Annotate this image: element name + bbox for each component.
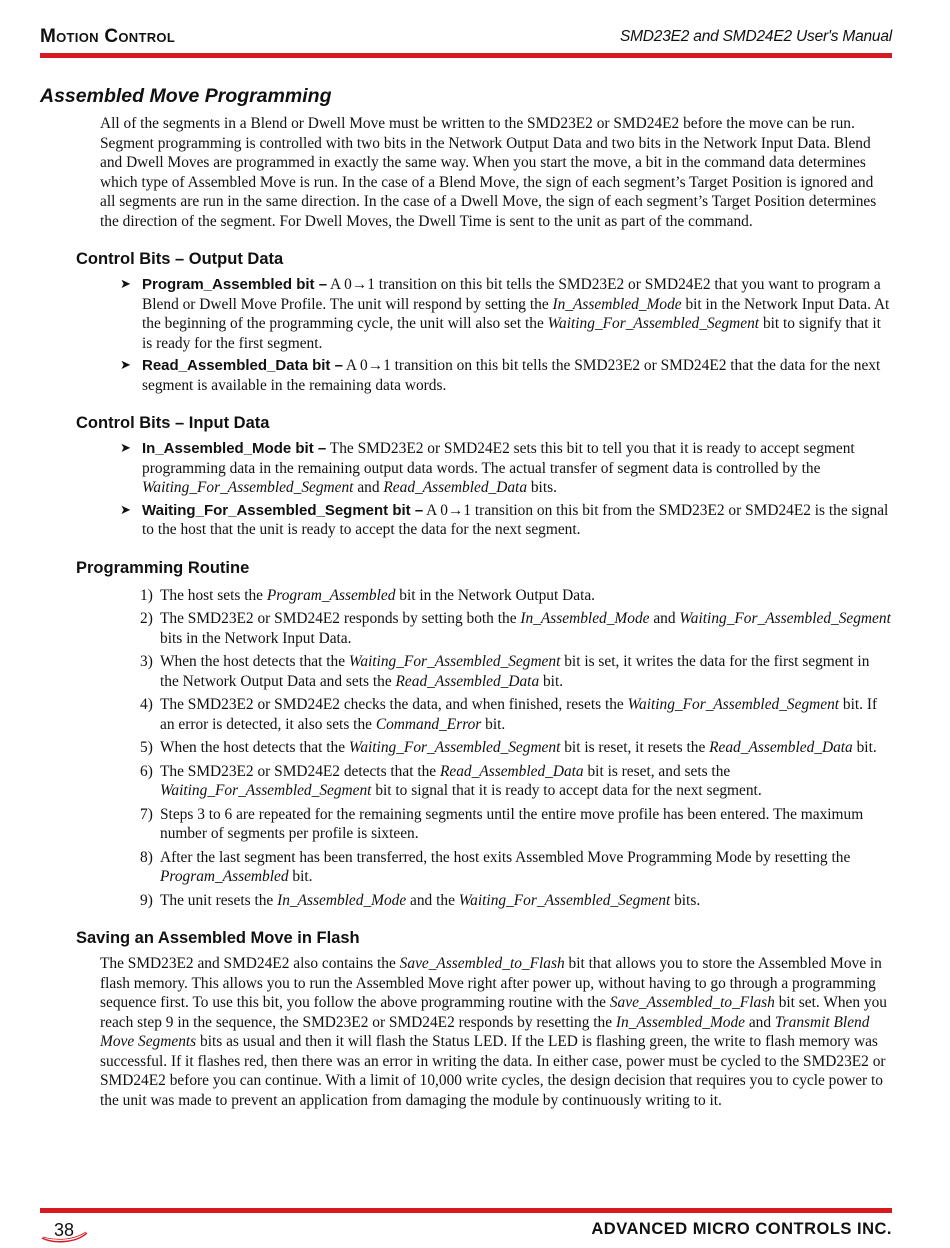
bit-name: Waiting_For_Assembled_Segment [679, 610, 891, 627]
output-bits-list [40, 275, 892, 395]
bit-name: Waiting_For_Assembled_Segment [160, 782, 372, 799]
para-text: The SMD23E2 and SMD24E2 also contains the [100, 955, 400, 972]
list-item [140, 762, 892, 801]
chapter-title: Motion Control [40, 26, 176, 47]
step-text: bit. [288, 868, 313, 885]
section-title: Assembled Move Programming [40, 85, 332, 107]
company-name: ADVANCED MICRO CONTROLS INC. [591, 1220, 892, 1238]
step-number: 6) [140, 762, 153, 780]
input-bits-list [40, 439, 892, 540]
bit-name: Command_Error [375, 715, 482, 733]
para-text: bit that allows you to store the Assembled Move in flash memory. This allows you to run the Assembled Move right after power up, without having to go through a programming sequence first. To use this bit, you follow the above programming routine with the [100, 955, 882, 1011]
list-item [120, 439, 892, 498]
step-text: bit in the Network Output Data. [395, 586, 596, 604]
output-bits-heading: Control Bits – Output Data [76, 250, 284, 268]
step-number: 1) [140, 586, 153, 604]
bit-name: In_Assembled_Mode [520, 610, 650, 627]
input-bits-heading: Control Bits – Input Data [76, 414, 270, 432]
page-number-text: 38 [53, 1220, 75, 1240]
step-text: When the host detects that the [160, 653, 349, 670]
arrow-bullet-icon: ➤ [120, 358, 131, 373]
bit-name: Waiting_For_Assembled_Segment [348, 739, 561, 756]
flash-paragraph [100, 954, 892, 1110]
step-number: 9) [140, 891, 153, 909]
step-number: 8) [140, 848, 153, 866]
bit-name: Waiting_For_Assembled_Segment [547, 315, 760, 332]
list-item [140, 695, 892, 734]
step-text: bits. [670, 891, 701, 909]
bit-name: Read_Assembled_Data [440, 762, 584, 780]
routine-heading: Programming Routine [76, 558, 250, 577]
bit-label: In_Assembled_Mode bit – [142, 440, 327, 457]
item-text: bit to signify that it is ready for the first segment. [142, 315, 881, 352]
step-number: 3) [140, 653, 153, 670]
routine-steps [40, 586, 892, 911]
bit-label: Program_Assembled bit – [142, 276, 328, 293]
step-text: and the [406, 891, 459, 909]
step-text: The unit resets the [160, 891, 278, 909]
arrow-bullet-icon: ➤ [120, 277, 131, 292]
bit-name: Program_Assembled [160, 868, 289, 885]
bit-label: Waiting_For_Assembled_Segment bit – [142, 501, 424, 519]
bit-name: Waiting_For_Assembled_Segment [458, 891, 671, 909]
step-text: bit is set, it writes the data for the first segment in the Network Output Data and sets the [160, 653, 870, 690]
intro-paragraph: All of the segments in a Blend or Dwell Move must be written to the SMD23E2 or SMD24E2 before the move can be run. Segment programming is controlled with two bits in the Network Output Data and two bits in the Network Input Data. Blend and Dwell Moves are programmed in exactly the same way. When you start the move, a bit in the command data determines which type of Assembled Move is run. In the case of a Blend Move, the sign of each segment’s Target Position is ignored and all segments are run in the same direction. In the case of a Dwell Move, the sign of each segment’s Target Position determines the direction of the segment. For Dwell Moves, the Dwell Time is sent to the unit as part of the command. [100, 115, 877, 230]
bit-name: Read_Assembled_Data [709, 739, 853, 756]
list-item [140, 609, 892, 648]
para-text: bit set. When you reach step 9 in the sequence, the SMD23E2 or SMD24E2 responds by resetting the [100, 994, 887, 1031]
step-text: After the last segment has been transferred, the host exits Assembled Move Programming Mode by resetting the [160, 848, 851, 866]
bit-name: Transmit Blend Move Segments [100, 1013, 870, 1050]
bit-name: Waiting_For_Assembled_Segment [627, 696, 840, 713]
bit-name: Waiting_For_Assembled_Segment [142, 479, 354, 496]
step-text: bit is reset, and sets the [583, 762, 731, 780]
bit-name: Read_Assembled_Data [383, 479, 528, 496]
step-number: 5) [140, 739, 153, 756]
page-content [40, 84, 892, 1110]
item-text: and [353, 479, 384, 496]
list-item [140, 652, 892, 691]
step-text: bit. [852, 739, 877, 756]
flash-heading: Saving an Assembled Move in Flash [76, 929, 360, 947]
bit-name: In_Assembled_Mode [552, 295, 682, 313]
step-text: bit. If an error is detected, it also sets the [160, 696, 878, 733]
step-number: 4) [140, 696, 153, 713]
item-text: A 0→1 transition on this bit from the SMD23E2 or SMD24E2 is the signal to the host that the unit is ready to accept the data for the next segment. [142, 501, 889, 538]
list-item [140, 805, 892, 844]
para-text: bits as usual and then it will flash the Status LED. If the LED is flashing green, the write to flash memory was successful. If it flashes red, then there was an error in writing the data. In either case, power must be cycled to the SMD23E2 or SMD24E2 before you can continue. With a limit of 10,000 write cycles, the design decision that requires you to cycle power to the unit was made to prevent an application from damaging the module by continuously writing to it. [100, 1033, 886, 1109]
step-text: Steps 3 to 6 are repeated for the remaining segments until the entire move profile has been entered. The maximum number of segments per profile is sixteen. [160, 805, 864, 842]
bit-label: Read_Assembled_Data bit – [142, 357, 343, 374]
bit-name: Read_Assembled_Data [395, 672, 540, 690]
arrow-bullet-icon: ➤ [120, 502, 131, 518]
item-text: A 0→1 transition on this bit tells the SMD23E2 or SMD24E2 that the data for the next segment is available in the remaining data words. [142, 357, 881, 394]
arrow-bullet-icon: ➤ [120, 441, 131, 456]
step-text: The SMD23E2 or SMD24E2 checks the data, and when finished, resets the [160, 696, 628, 713]
manual-title: SMD23E2 and SMD24E2 User's Manual [619, 28, 892, 45]
header-rule [40, 53, 892, 58]
footer-rule [40, 1208, 892, 1213]
step-text: bit to signal that it is ready to accept data for the next segment. [371, 782, 762, 799]
step-text: bit. [539, 672, 564, 690]
bit-name: Save_Assembled_to_Flash [399, 955, 565, 972]
step-text: and [649, 610, 680, 627]
list-item [140, 738, 892, 758]
step-number: 7) [140, 805, 153, 823]
step-text: The host sets the [160, 586, 267, 604]
bit-name: Program_Assembled [266, 586, 396, 604]
list-item [140, 848, 892, 887]
bit-name: Waiting_For_Assembled_Segment [348, 653, 561, 670]
step-text: bit. [481, 715, 506, 733]
step-text: bits in the Network Input Data. [160, 629, 352, 647]
step-number: 2) [140, 610, 153, 627]
para-text: and [745, 1013, 775, 1031]
list-item [140, 586, 892, 606]
step-text: The SMD23E2 or SMD24E2 responds by setting both the [160, 610, 521, 627]
list-item [120, 275, 892, 353]
list-item [120, 356, 892, 395]
step-text: bit is reset, it resets the [560, 739, 710, 756]
step-text: When the host detects that the [160, 739, 349, 756]
step-text: The SMD23E2 or SMD24E2 detects that the [160, 762, 440, 780]
item-text: A 0→1 transition on this bit tells the SMD23E2 or SMD24E2 that you want to program a Blend or Dwell Move Profile. The unit will respond by setting the [142, 276, 881, 313]
page-number [40, 1219, 88, 1243]
item-text: bit in the Network Input Data. At the beginning of the programming cycle, the unit will also set the [142, 295, 890, 332]
bit-name: Save_Assembled_to_Flash [609, 994, 775, 1011]
bit-name: In_Assembled_Mode [277, 891, 407, 909]
bit-name: In_Assembled_Mode [615, 1013, 745, 1031]
item-text: The SMD23E2 or SMD24E2 sets this bit to tell you that it is ready to accept segment programming data in the remaining output data words. The actual transfer of segment data is controlled by the [142, 440, 855, 477]
item-text: bits. [527, 479, 557, 496]
list-item [140, 891, 892, 911]
list-item [120, 501, 892, 540]
